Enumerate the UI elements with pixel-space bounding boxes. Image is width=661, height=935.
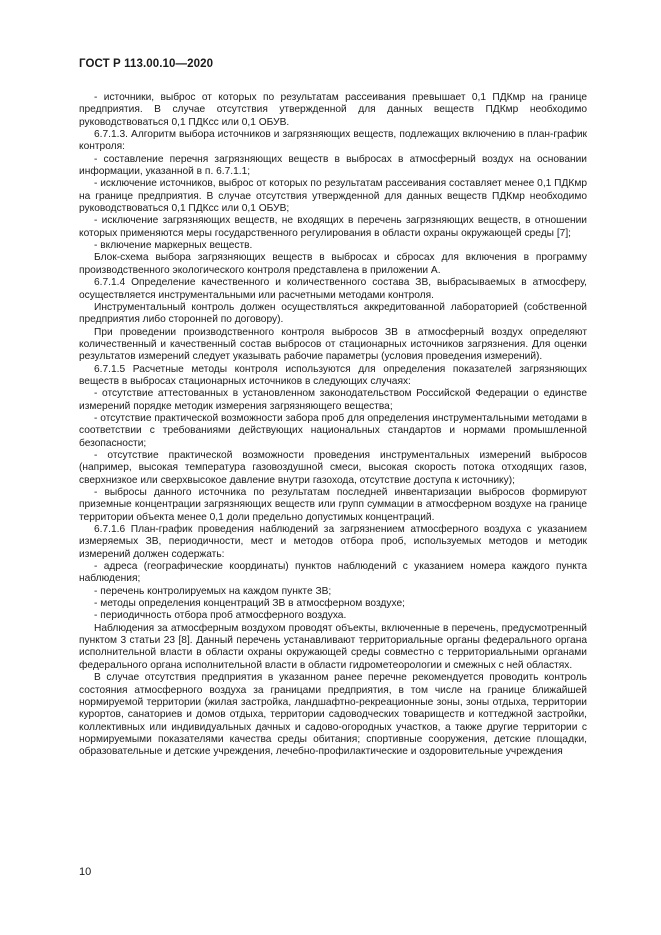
paragraph: Инструментальный контроль должен осуществляться аккредитованной лабораторией (собственной предприятия либо сторонней по договору). (79, 301, 587, 326)
paragraph: - методы определения концентраций ЗВ в атмосферном воздухе; (94, 598, 405, 610)
document-header: ГОСТ Р 113.00.10—2020 (79, 58, 214, 70)
paragraph: Наблюдения за атмосферным воздухом проводят объекты, включенные в перечень, предусмотренный пунктом 3 статьи 23 [8]. Данный перечень устанавливают территориальные органы федерального органа исполнительной власти в области охраны окружающей среды совместно с территориальными органами федерального органа исполнительной власти в области гидрометеорологии и смежных с ней областях. (79, 622, 587, 671)
paragraph: Блок-схема выбора загрязняющих веществ в выбросах и сбросах для включения в программу производственного экологического контроля представлена в приложении А. (79, 252, 587, 276)
paragraph: - отсутствие практической возможности забора проб для определения инструментальными методами в соответствии с требованиями действующих национальных стандартов и нормами промышленной безопасности; (79, 412, 587, 449)
page-number: 10 (79, 866, 92, 878)
paragraph: - перечень контролируемых на каждом пункте ЗВ; (94, 585, 332, 597)
paragraph: - адреса (географические координаты) пунктов наблюдений с указанием номера каждого пункта наблюдения; (79, 561, 587, 585)
paragraph: - включение маркерных веществ. (94, 240, 253, 252)
paragraph: - периодичность отбора проб атмосферного воздуха. (94, 610, 347, 622)
paragraph: - составление перечня загрязняющих веществ в выбросах в атмосферный воздух на основании информации, указанной в п. 6.7.1.1; (79, 153, 587, 178)
paragraph: 6.7.1.3. Алгоритм выбора источников и загрязняющих веществ, подлежащих включению в план-график контроля: (79, 129, 587, 153)
paragraph: 6.7.1.4 Определение качественного и количественного состава ЗВ, выбрасываемых в атмосферу, осуществляется инструментальными или расчетными методами контроля. (79, 277, 587, 301)
document-body (79, 92, 587, 759)
paragraph: При проведении производственного контроля выбросов ЗВ в атмосферный воздух определяют количественный и качественный состав выбросов от стационарных источников загрязнения. Для оценки результатов измерений следует указывать рабочие параметры (условия проведения измерений). (79, 326, 587, 363)
paragraph: - исключение загрязняющих веществ, не входящих в перечень загрязняющих веществ, в отношении которых применяются меры государственного регулирования в области охраны окружающей среды [7]; (79, 215, 587, 239)
paragraph: В случае отсутствия предприятия в указанном ранее перечне рекомендуется проводить контроль состояния атмосферного воздуха за границами предприятия, в том числе на границе ближайшей нормируемой территории (жилая застройка, ландшафтно-рекреационные зоны, зоны отдыха, территории курортов, санаториев и домов отдыха, территории садоводческих товариществ и коттеджной застройки, коллективных или индивидуальных дачных и садово-огородных участков, а также другие территории с нормируемыми показателями качества среды обитания; спортивные сооружения, детские площадки, образовательные и детские учреждения, лечебно-профилактические и оздоровительные учреждения (79, 672, 587, 758)
paragraph: 6.7.1.6 План-график проведения наблюдений за загрязнением атмосферного воздуха с указанием измеряемых ЗВ, периодичности, мест и методов отбора проб, используемых методов и методик измерений должен содержать: (79, 524, 587, 560)
paragraph: - отсутствие аттестованных в установленном законодательством Российской Федерации о единстве измерений порядке методик измерения загрязняющего вещества; (79, 388, 587, 412)
paragraph: - выбросы данного источника по результатам последней инвентаризации выбросов формируют приземные концентрации загрязняющих веществ или групп суммации в атмосферном воздухе на границе территории объекта менее 0,1 доли предельно допустимых концентраций. (79, 487, 587, 523)
paragraph: - отсутствие практической возможности проведения инструментальных измерений выбросов (например, высокая температура газовоздушной смеси, высокая скорость потока отходящих газов, сверхнизкое или сверхвысокое давление внутри газохода, отсутствие доступа к источнику); (79, 449, 587, 486)
paragraph: - исключение источников, выброс от которых по результатам рассеивания составляет менее 0,1 ПДКмр на границе предприятия. В случае отсутствия утвержденной для данных веществ ПДКмр необходимо руководствоваться 0,1 ПДКсс или 0,1 ОБУВ; (79, 178, 587, 215)
paragraph: - источники, выброс от которых по результатам рассеивания превышает 0,1 ПДКмр на границе предприятия. В случае отсутствия утвержденной для данных веществ ПДКмр необходимо руководствоваться 0,1 ПДКсс или 0,1 ОБУВ. (79, 92, 587, 128)
paragraph: 6.7.1.5 Расчетные методы контроля используются для определения показателей загрязняющих веществ в выбросах стационарных источников в следующих случаях: (79, 363, 587, 387)
